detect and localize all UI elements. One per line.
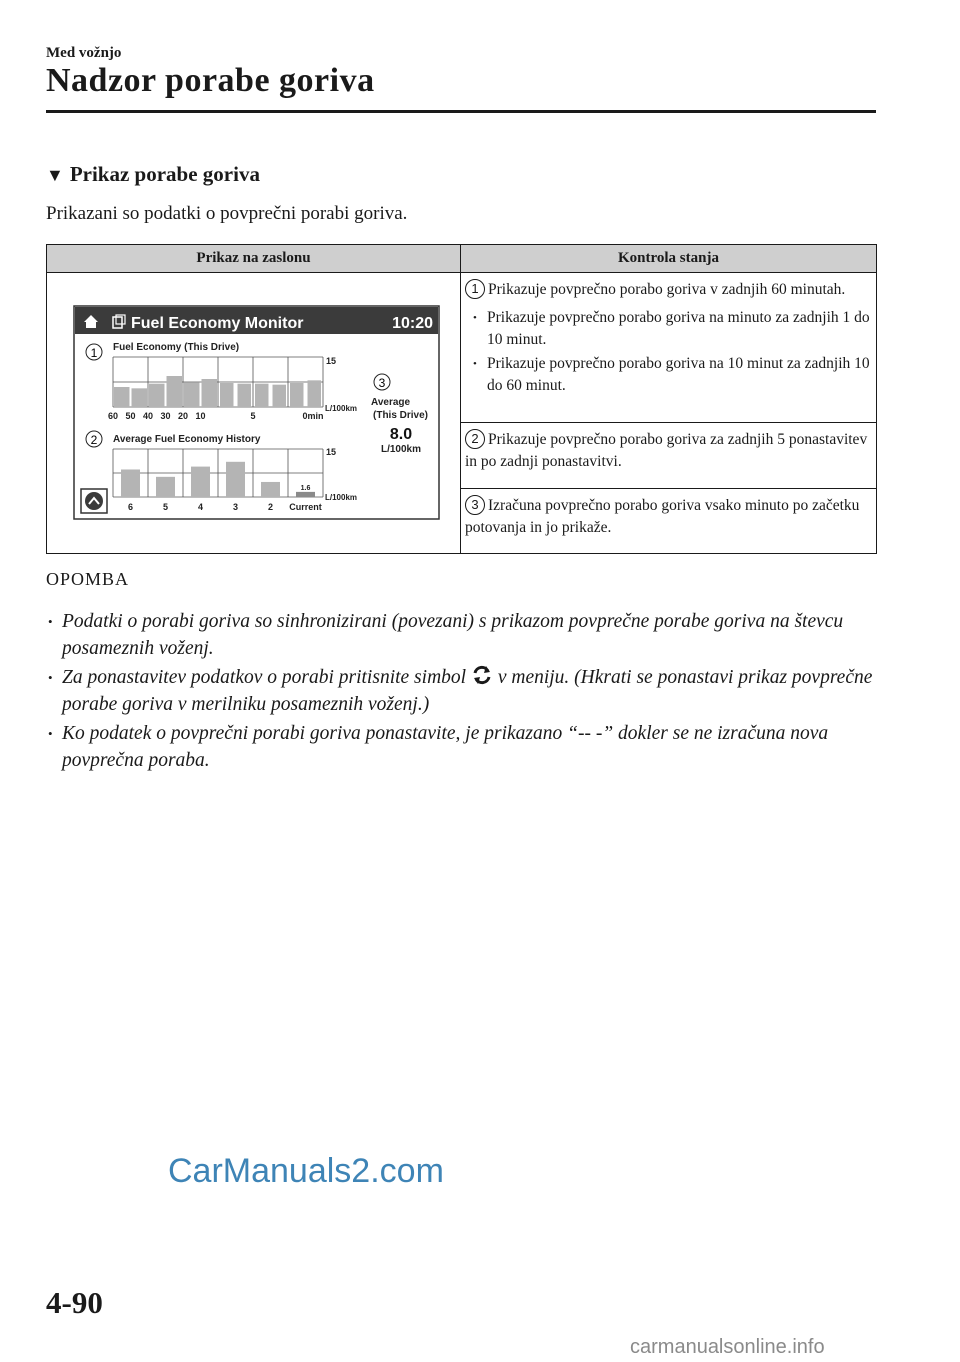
table-header-row: [47, 245, 877, 273]
screen-cell: [47, 273, 461, 554]
chart1-bar: [220, 383, 234, 407]
callout-3-label: 3: [378, 376, 386, 390]
note-item-2-prefix: Za ponastavitev podatkov o porabi pritisnite simbol: [62, 667, 467, 688]
chart2-category-label: 4: [197, 502, 204, 512]
number-1-badge: 1: [465, 279, 485, 299]
chart2-label: Average Fuel Economy History: [113, 434, 261, 445]
chart1-tick-label: 10: [195, 411, 206, 421]
chart2-ymax: 15: [326, 447, 337, 457]
chart1-unit: L/100km: [325, 404, 358, 413]
watermark: CarManuals2.com: [168, 1152, 444, 1190]
chart1-tick-label: 5: [250, 411, 256, 421]
chart1-bar: [308, 380, 322, 407]
chart1-bar: [202, 379, 218, 407]
row-3-text: Izračuna povprečno porabo goriva vsako minuto po začetku potovanja in jo prikaže.: [465, 496, 860, 536]
chart1-tick-label: 20: [177, 411, 189, 421]
back-arrow-icon: [85, 492, 103, 510]
callout-2-label: 2: [90, 433, 98, 447]
row-1-bullet-2: • Prikazuje povprečno porabo goriva na 10 minut za zadnjih 10 do 60 minut.: [465, 353, 870, 397]
row-3-desc: [461, 488, 877, 553]
chart2-category-label: Current: [289, 502, 322, 512]
title-rule: [46, 110, 876, 113]
triangle-marker-icon: ▼: [46, 165, 64, 185]
chart1-bar: [114, 387, 130, 407]
chart2-category-label: 3: [232, 502, 239, 512]
chart1-bar: [255, 384, 269, 407]
reset-icon: [471, 664, 493, 686]
note-list: [46, 608, 876, 776]
note-item-3: • Ko podatek o povprečni porabi goriva ponastavite, je prikazano “-- -” dokler se ne izračuna nova povprečna poraba.: [46, 720, 876, 774]
chart2-current-value: 1.6: [300, 484, 311, 492]
callout-3: [374, 374, 390, 390]
average-label-2: (This Drive): [373, 410, 429, 421]
table-row: [47, 273, 877, 423]
chart1-tick-label: 0min: [302, 411, 324, 421]
chart1-bar: [238, 384, 252, 407]
callout-2: [86, 431, 102, 447]
note-item-2: [46, 664, 876, 718]
chart1-tick-label: 50: [125, 411, 136, 421]
info-table: [46, 244, 877, 554]
chart1-bar: [149, 384, 165, 407]
row-1-bullet-1: • Prikazuje povprečno porabo goriva na minuto za zadnjih 1 do 10 minut.: [465, 307, 870, 351]
average-label-1: Average: [371, 397, 411, 408]
section-heading-text: Prikaz porabe goriva: [69, 162, 260, 186]
chart1-ymax: 15: [326, 356, 337, 366]
row-1-desc: [461, 273, 877, 423]
chart1-label: Fuel Economy (This Drive): [113, 342, 240, 353]
average-value: 8.0: [389, 426, 413, 443]
section-intro: Prikazani so podatki o povprečni porabi goriva.: [46, 203, 408, 224]
row-2-desc: [461, 423, 877, 488]
chart1-tick-label: 30: [160, 411, 171, 421]
section-heading: [46, 162, 260, 187]
chart1-bar: [132, 388, 148, 407]
chart2-bar: [226, 462, 245, 497]
chart2-bar: [121, 469, 140, 497]
back-button[interactable]: [81, 489, 107, 513]
chart2-bar: [261, 482, 280, 497]
chart2-category-label: 2: [267, 502, 274, 512]
row-1-text: Prikazuje povprečno porabo goriva v zadnjih 60 minutah.: [488, 281, 846, 298]
chart2-bar: [156, 477, 175, 497]
screen-title: Fuel Economy Monitor: [131, 315, 304, 332]
note-item-1: • Podatki o porabi goriva so sinhronizirani (povezani) s prikazom povprečne porabe goriva na števcu posameznih voženj.: [46, 608, 876, 662]
screen-time: 10:20: [392, 315, 433, 332]
chart1-tick-label: 40: [142, 411, 154, 421]
footer-site: carmanualsonline.info: [630, 1336, 825, 1358]
chart1-bar: [273, 385, 287, 407]
fuel-economy-screen: [51, 279, 461, 547]
col-header-status: Kontrola stanja: [461, 245, 877, 273]
chart2-bar: [296, 492, 315, 497]
chart1-bar: [167, 376, 183, 407]
row-2-text: Prikazuje povprečno porabo goriva za zadnjih 5 ponastavitev in po zadnji ponastavitvi.: [465, 431, 868, 471]
chart2-bar: [191, 467, 210, 497]
note-label: OPOMBA: [46, 569, 130, 589]
number-3-badge: 3: [465, 495, 485, 515]
note-item-2-suffix: v meniju. (Hkrati se ponastavi prikaz povprečne porabe goriva v merilniku posameznih voženj.): [62, 667, 873, 715]
chart2-unit: L/100km: [325, 493, 358, 502]
chart1-tick-label: 60: [107, 411, 119, 421]
callout-1-label: 1: [90, 346, 98, 360]
chart1-bar: [184, 382, 200, 407]
page-title: Nadzor porabe goriva: [46, 62, 375, 99]
average-unit: L/100km: [380, 444, 422, 455]
chart1-bar: [290, 383, 304, 407]
col-header-screen: Prikaz na zaslonu: [47, 245, 461, 273]
page-number: 4-90: [46, 1285, 103, 1320]
callout-1: [86, 344, 102, 360]
chart2-category-label: 6: [127, 502, 134, 512]
chart2-category-label: 5: [162, 502, 169, 512]
number-2-badge: 2: [465, 429, 485, 449]
chapter-label: Med vožnjo: [46, 45, 122, 61]
